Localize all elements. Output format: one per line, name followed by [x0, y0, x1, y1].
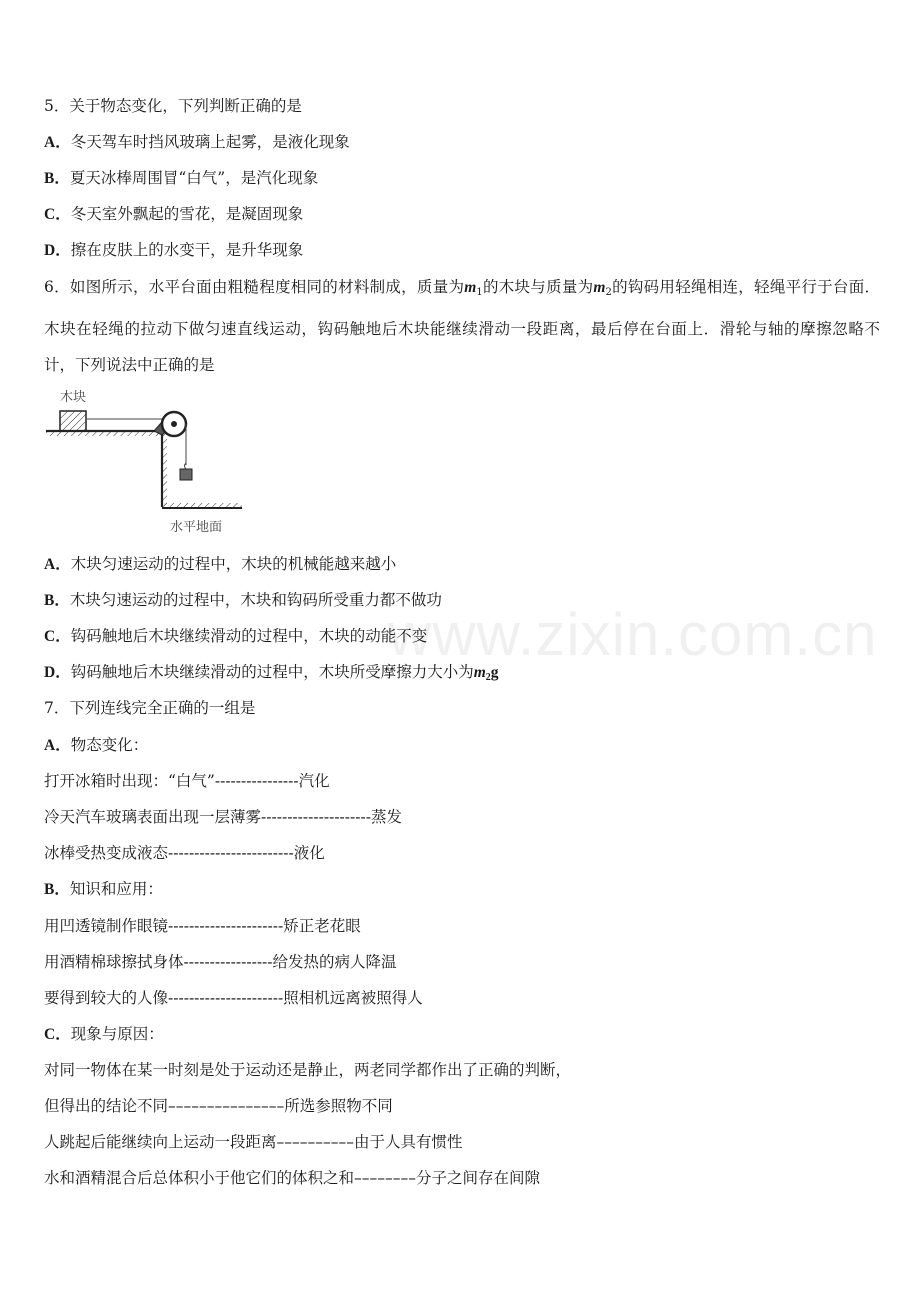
- q5-option-b: B．夏天冰棒周围冒“白气”，是汽化现象: [44, 169, 319, 187]
- q6-number: 6．: [44, 278, 70, 296]
- q7-c-line: 但得出的结论不同–––––––––––––––所选参照物不同: [44, 1097, 393, 1115]
- q6-option-c: C．钩码触地后木块继续滑动的过程中，木块的动能不变: [44, 627, 428, 645]
- q7-a-line: 冷天汽车玻璃表面出现一层薄雾---------------------蒸发: [44, 808, 402, 826]
- q6-option-b: B．木块匀速运动的过程中，木块和钩码所受重力都不做功: [44, 591, 442, 609]
- watermark: www.zixin.com.cn: [388, 601, 878, 668]
- q7-b-line: 用凹透镜制作眼镜----------------------矫正老花眼: [44, 917, 361, 935]
- q7-group-c-title: C．现象与原因：: [44, 1025, 164, 1043]
- pulley-figure: [44, 385, 244, 535]
- q7-number: 7．: [44, 699, 70, 717]
- q6-option-d: D．钩码触地后木块继续滑动的过程中，木块所受摩擦力大小为$m_2g$: [44, 663, 499, 683]
- hook-weight: [180, 469, 192, 480]
- ground-label: 水平地面: [170, 520, 223, 535]
- q7-group-b-title: B．知识和应用：: [44, 880, 163, 898]
- q6-stem: 6．如图所示，水平台面由粗糙程度相同的材料制成，质量为$m_1$的木块与质量为$m_2$的钩码用轻绳相连，轻绳平行于台面．木块在轻绳的拉动下做匀速直线运动，钩码触地后木块能继续滑动一段距离，最后停在台面上．滑轮与轴的摩擦忽略不计，下列说法中正确的是: [44, 278, 880, 374]
- q7-a-line: 打开冰箱时出现：“白气”----------------汽化: [44, 772, 330, 790]
- q6-option-a: A．木块匀速运动的过程中，木块的机械能越来越小: [44, 555, 397, 573]
- q7-b-line: 要得到较大的人像----------------------照相机远离被照得人: [44, 989, 423, 1007]
- q7-group-a-title: A．物态变化：: [44, 736, 149, 754]
- q7-b-line: 用酒精棉球擦拭身体-----------------给发热的病人降温: [44, 953, 397, 971]
- q7-c-line: 水和酒精混合后总体积小于他它们的体积之和––––––––分子之间存在间隙: [44, 1169, 541, 1187]
- pulley-diagram: [44, 385, 244, 510]
- wood-block: [60, 411, 86, 431]
- block-label: 木块: [60, 390, 87, 405]
- q5-stem: 5．关于物态变化，下列判断正确的是: [44, 97, 302, 115]
- q5-option-a: A．冬天驾车时挡风玻璃上起雾，是液化现象: [44, 133, 350, 151]
- q5-option-c: C．冬天室外飘起的雪花，是凝固现象: [44, 205, 304, 223]
- q5-option-d: D．擦在皮肤上的水变干，是升华现象: [44, 241, 304, 259]
- q7-a-line: 冰棒受热变成液态------------------------液化: [44, 844, 325, 862]
- q5-number: 5．: [44, 97, 70, 115]
- q7-c-line: 人跳起后能继续向上运动一段距离––––––––––由于人具有惯性: [44, 1133, 463, 1151]
- q7-stem: 7．下列连线完全正确的一组是: [44, 699, 256, 717]
- q7-c-line: 对同一物体在某一时刻是处于运动还是静止，两老同学都作出了正确的判断，: [44, 1061, 572, 1079]
